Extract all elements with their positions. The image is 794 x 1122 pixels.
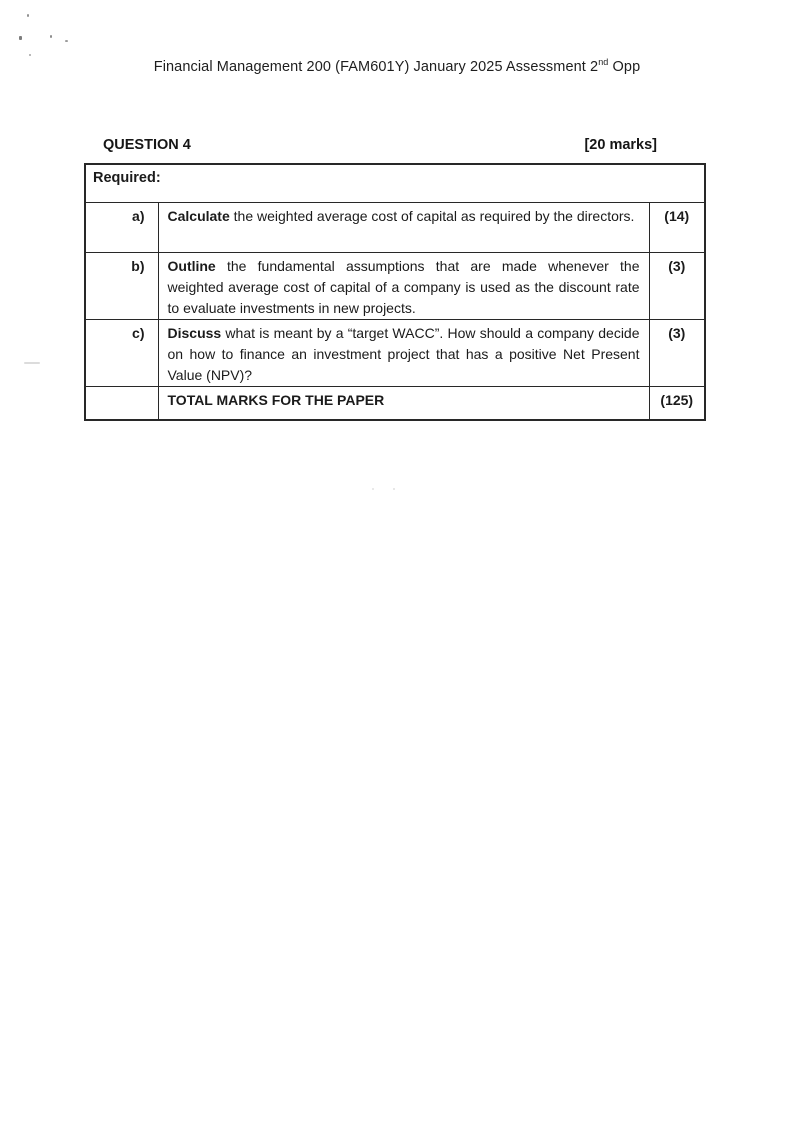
row-marks: (14) xyxy=(649,202,705,252)
question-total-marks: [20 marks] xyxy=(584,137,657,153)
row-question-text: Discuss what is meant by a “target WACC”. How should a company decide on how to finance an investment project that has a positive Net Present Value (NPV)? xyxy=(158,319,649,386)
document-header xyxy=(0,59,794,75)
table-row xyxy=(85,319,705,386)
row-marks: (125) xyxy=(649,386,705,420)
row-letter: a) xyxy=(85,202,158,252)
row-letter: b) xyxy=(85,252,158,319)
required-table xyxy=(84,163,706,421)
header-text: Financial Management 200 (FAM601Y) January 2025 Assessment 2 xyxy=(153,59,599,75)
header-suffix: Opp xyxy=(608,59,641,75)
scan-speck xyxy=(29,54,31,56)
scan-speck xyxy=(65,40,68,42)
row-marks: (3) xyxy=(649,252,705,319)
scan-speck xyxy=(24,362,40,364)
required-table-body xyxy=(85,164,705,420)
scan-speck xyxy=(372,488,374,490)
header-superscript: nd xyxy=(598,57,609,68)
row-letter: c) xyxy=(85,319,158,386)
required-label: Required: xyxy=(85,164,705,202)
row-marks: (3) xyxy=(649,319,705,386)
table-row xyxy=(85,202,705,252)
scan-speck xyxy=(393,488,395,490)
scan-speck xyxy=(27,14,29,17)
row-question-text: TOTAL MARKS FOR THE PAPER xyxy=(158,386,649,420)
question-title: QUESTION 4 xyxy=(103,137,191,153)
row-question-text: Outline the fundamental assumptions that are made whenever the weighted average cost of capital of a company is used as the discount rate to evaluate investments in new projects. xyxy=(158,252,649,319)
row-question-text: Calculate the weighted average cost of capital as required by the directors. xyxy=(158,202,649,252)
table-row xyxy=(85,252,705,319)
table-row xyxy=(85,386,705,420)
row-letter xyxy=(85,386,158,420)
scan-speck xyxy=(19,36,22,40)
question-heading-row xyxy=(103,137,657,153)
scan-speck xyxy=(50,35,52,38)
table-header-row xyxy=(85,164,705,202)
